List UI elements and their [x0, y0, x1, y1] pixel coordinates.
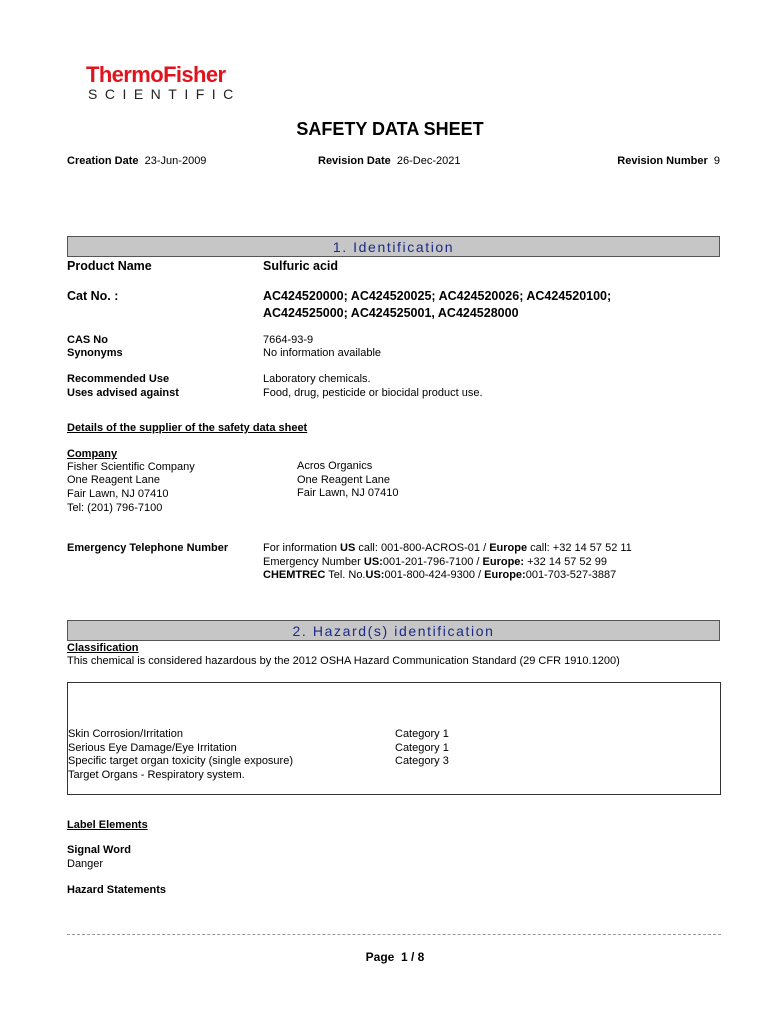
emergency-text: call: +32 14 57 52 11 [527, 542, 632, 554]
emergency-text: Tel. No. [325, 569, 366, 581]
hazard-name: Specific target organ toxicity (single exposure) [68, 755, 293, 767]
company-line: Fisher Scientific Company [67, 461, 195, 473]
product-name-label: Product Name [67, 259, 152, 273]
page-value: 1 / 8 [401, 950, 425, 964]
classification-text: This chemical is considered hazardous by the 2012 OSHA Hazard Communication Standard (29 CFR 1910.1200) [67, 655, 620, 667]
uses-advised-against-value: Food, drug, pesticide or biocidal product use. [263, 387, 483, 399]
emergency-region: Europe: [482, 556, 525, 568]
acros-line: One Reagent Lane [297, 474, 390, 486]
emergency-text: For information [263, 542, 341, 554]
emergency-text: 001-201-796-7100 / [382, 556, 483, 568]
emergency-text: call: 001-800-ACROS-01 / [355, 542, 490, 554]
recommended-use-value: Laboratory chemicals. [263, 373, 371, 385]
emergency-region: US [340, 542, 356, 554]
section-2-title: 2. Hazard(s) identification [292, 622, 495, 639]
creation-date [67, 155, 206, 167]
revision-number [617, 155, 720, 167]
footer-divider [67, 934, 721, 935]
revision-date-label: Revision Date [318, 155, 391, 167]
synonyms-value: No information available [263, 347, 382, 359]
emergency-text: 001-800-424-9300 / [384, 569, 485, 581]
emergency-text: Emergency Number [263, 556, 364, 568]
synonyms-label: Synonyms [67, 347, 123, 359]
company-label: Company [67, 448, 118, 460]
document-title: SAFETY DATA SHEET [296, 119, 484, 139]
section-1-title: 1. Identification [332, 238, 455, 255]
company-line: Fair Lawn, NJ 07410 [67, 488, 169, 500]
emergency-region: Europe: [484, 569, 526, 581]
cat-no-line-2: AC424525000; AC424525001, AC424528000 [263, 306, 519, 320]
product-name-value: Sulfuric acid [263, 259, 339, 273]
section-1-header [67, 236, 720, 257]
emergency-line-3 [263, 569, 616, 581]
acros-line: Fair Lawn, NJ 07410 [297, 487, 399, 499]
hazard-name: Skin Corrosion/Irritation [68, 728, 183, 740]
page-number [0, 950, 768, 964]
cat-no-label: Cat No. : [67, 289, 119, 303]
emergency-region: US: [365, 569, 385, 581]
cat-no-line-1: AC424520000; AC424520025; AC424520026; AC424520100; [263, 289, 612, 303]
recommended-use-label: Recommended Use [67, 373, 170, 385]
signal-word-label: Signal Word [67, 844, 131, 856]
emergency-phone-label: Emergency Telephone Number [67, 542, 229, 554]
emergency-text: +32 14 57 52 99 [524, 556, 607, 568]
hazard-category: Category 1 [395, 728, 449, 740]
section-2-header [67, 620, 720, 641]
cas-value: 7664-93-9 [263, 334, 314, 346]
uses-advised-against-label: Uses advised against [67, 387, 179, 399]
revision-date-value: 26-Dec-2021 [396, 155, 461, 167]
label-elements-heading: Label Elements [67, 819, 148, 831]
emergency-region: Europe [489, 542, 528, 554]
emergency-line-1 [263, 542, 632, 554]
emergency-region: US: [363, 556, 383, 568]
hazard-category: Category 3 [395, 755, 449, 767]
revision-date [318, 155, 460, 167]
hazard-statements-label: Hazard Statements [67, 884, 167, 896]
hazard-category: Category 1 [395, 742, 449, 754]
company-line: One Reagent Lane [67, 474, 160, 486]
supplier-heading: Details of the supplier of the safety data sheet [67, 422, 308, 434]
emergency-text: 001-703-527-3887 [525, 569, 617, 581]
revision-number-label: Revision Number [617, 155, 708, 167]
company-phone: Tel: (201) 796-7100 [67, 502, 163, 514]
acros-line: Acros Organics [297, 460, 373, 472]
emergency-line-2 [263, 556, 607, 568]
classification-heading: Classification [67, 642, 139, 654]
creation-date-value: 23-Jun-2009 [144, 155, 207, 167]
signal-word-value: Danger [67, 858, 104, 870]
target-organs: Target Organs - Respiratory system. [68, 769, 245, 781]
cas-label: CAS No [67, 334, 108, 346]
revision-number-value: 9 [713, 155, 720, 167]
creation-date-label: Creation Date [67, 155, 139, 167]
hazard-name: Serious Eye Damage/Eye Irritation [68, 742, 237, 754]
page-label: Page [365, 950, 395, 964]
chemtrec-label: CHEMTREC [263, 569, 326, 581]
thermofisher-logo-wordmark: ThermoFisher [86, 62, 226, 87]
scientific-logo-subtitle: SCIENTIFIC [88, 86, 241, 102]
